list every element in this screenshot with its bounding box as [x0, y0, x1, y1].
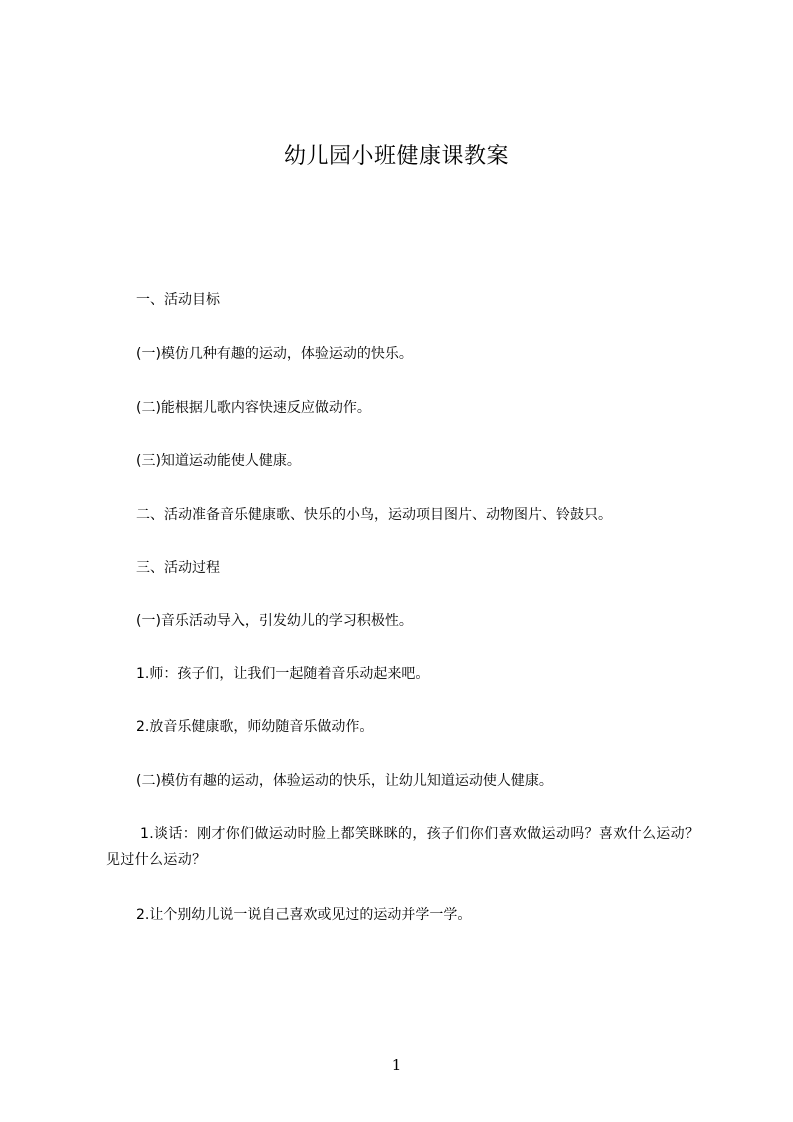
- process-step-1-2: 2.放音乐健康歌，师幼随音乐做动作。: [136, 719, 374, 735]
- goal-item-2: (二)能根据儿歌内容快速反应做动作。: [136, 400, 371, 416]
- goal-item-3: (三)知道运动能使人健康。: [136, 453, 301, 469]
- document-title: 幼儿园小班健康课教案: [283, 144, 509, 169]
- process-step-2-2: 2.让个别幼儿说一说自己喜欢或见过的运动并学一学。: [136, 907, 472, 923]
- process-step-1-1: 1.师：孩子们，让我们一起随着音乐动起来吧。: [136, 666, 430, 682]
- process-step-2-1: 1.谈话：刚才你们做运动时脸上都笑眯眯的，孩子们你们喜欢做运动吗？喜欢什么运动？见过什么运动？: [106, 826, 700, 868]
- section-heading-goals: 一、活动目标: [136, 292, 220, 308]
- process-item-2: (二)模仿有趣的运动，体验运动的快乐，让幼儿知道运动使人健康。: [136, 773, 553, 789]
- section-heading-process: 三、活动过程: [136, 560, 220, 576]
- process-item-1: (一)音乐活动导入，引发幼儿的学习积极性。: [136, 613, 413, 629]
- section-heading-preparation: 二、活动准备音乐健康歌、快乐的小鸟，运动项目图片、动物图片、铃鼓只。: [136, 507, 612, 523]
- page-number: 1: [391, 1056, 402, 1074]
- goal-item-1: (一)模仿几种有趣的运动，体验运动的快乐。: [136, 346, 413, 362]
